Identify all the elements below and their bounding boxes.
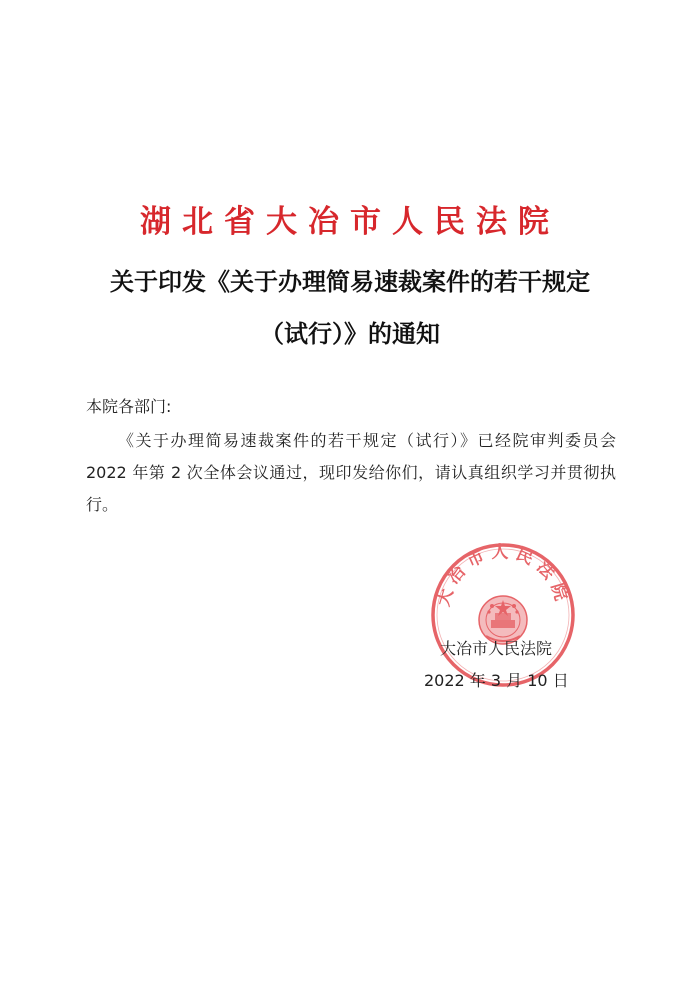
salutation: 本院各部门: [86, 397, 172, 416]
signer-name: 大冶市人民法院 [440, 639, 553, 658]
body-paragraph: 《关于办理简易速裁案件的若干规定（试行）》已经院审判委员会 2022 年第 2 次全体会议通过，现印发给你们，请认真组织学习并贯彻执行。 [86, 431, 616, 514]
issue-date: 2022 年 3 月 10 日 [424, 671, 569, 690]
court-header: 湖北省大冶市人民法院 [140, 204, 560, 240]
notice-title-line-2: （试行）》的通知 [260, 320, 440, 348]
notice-title-line-1: 关于印发《关于办理简易速裁案件的若干规定 [110, 268, 590, 296]
seal-text: 大冶市人民法院 [433, 542, 573, 609]
